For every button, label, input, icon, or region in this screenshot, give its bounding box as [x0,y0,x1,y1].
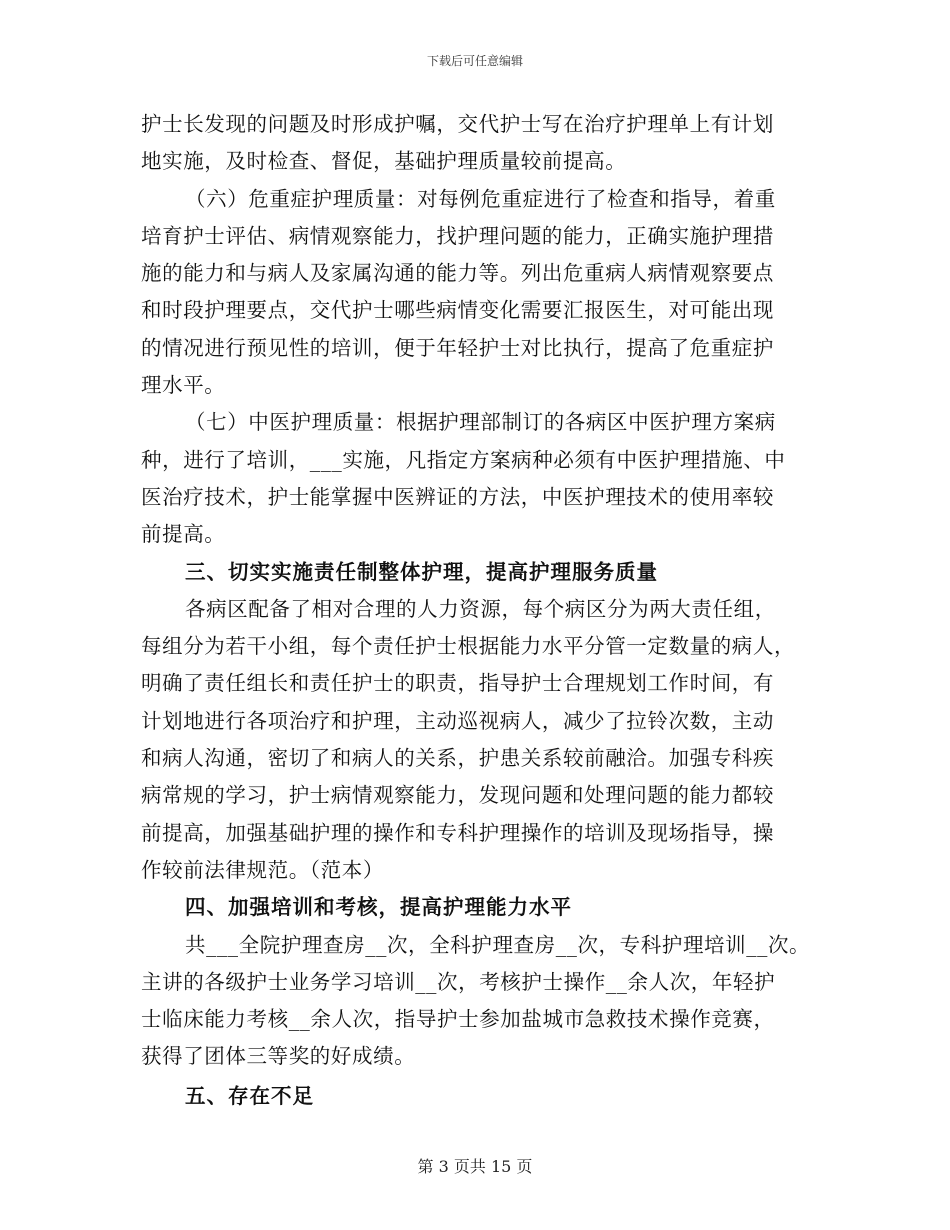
body-line: 和时段护理要点，交代护士哪些病情变化需要汇报医生，对可能出现 [141,298,774,323]
paragraph-start-line: 各病区配备了相对合理的人力资源，每个病区分为两大责任组， [185,596,776,621]
document-body [141,106,813,1115]
body-line: 地实施，及时检查、督促，基础护理质量较前提高。 [141,149,627,174]
body-line: 计划地进行各项治疗和护理，主动巡视病人，减少了拉铃次数，主动 [141,708,774,733]
paragraph-start-line: 共___全院护理查房__次，全科护理查房__次，专科护理培训__次。 [185,932,811,957]
body-line: 培育护士评估、病情观察能力，找护理问题的能力，正确实施护理措 [141,223,774,248]
body-line: 前提高。 [141,522,226,547]
section-heading: 五、存在不足 [185,1083,314,1108]
body-line: 和病人沟通，密切了和病人的关系，护患关系较前融洽。加强专科疾 [141,746,774,771]
paragraph-start-line: （六）危重症护理质量：对每例危重症进行了检查和指导，着重 [185,186,776,211]
body-line: 每组分为若干小组，每个责任护士根据能力水平分管一定数量的病人， [141,634,796,659]
body-line: 明确了责任组长和责任护士的职责，指导护士合理规划工作时间，有 [141,671,774,696]
paragraph-start-line: （七）中医护理质量：根据护理部制订的各病区中医护理方案病 [185,410,776,435]
body-line: 主讲的各级护士业务学习培训__次，考核护士操作__余人次，年轻护 [141,969,776,994]
body-line: 病常规的学习，护士病情观察能力，发现问题和处理问题的能力都较 [141,783,774,808]
body-line: 施的能力和与病人及家属沟通的能力等。列出危重病人病情观察要点 [141,261,774,286]
page-footer: 第 3 页共 15 页 [417,1157,533,1176]
section-heading: 四、加强培训和考核，提高护理能力水平 [185,895,572,920]
body-line: 获得了团体三等奖的好成绩。 [141,1044,416,1069]
body-line: 种，进行了培训，___实施，凡指定方案病种必须有中医护理措施、中 [141,447,786,472]
page-header: 下载后可任意编辑 [426,54,523,68]
body-line: 护士长发现的问题及时形成护嘱，交代护士写在治疗护理单上有计划 [141,112,774,136]
body-line: 前提高，加强基础护理的操作和专科护理操作的培训及现场指导，操 [141,820,774,845]
body-line: 的情况进行预见性的培训，便于年轻护士对比执行，提高了危重症护 [141,335,774,360]
section-heading: 三、切实实施责任制整体护理，提高护理服务质量 [185,559,658,584]
body-line: 作较前法律规范。（范本） [141,857,384,882]
body-line: 医治疗技术，护士能掌握中医辨证的方法，中医护理技术的使用率较 [141,484,774,509]
body-line: 理水平。 [141,373,226,398]
body-line: 士临床能力考核__余人次，指导护士参加盐城市急救技术操作竞赛， [141,1007,775,1032]
